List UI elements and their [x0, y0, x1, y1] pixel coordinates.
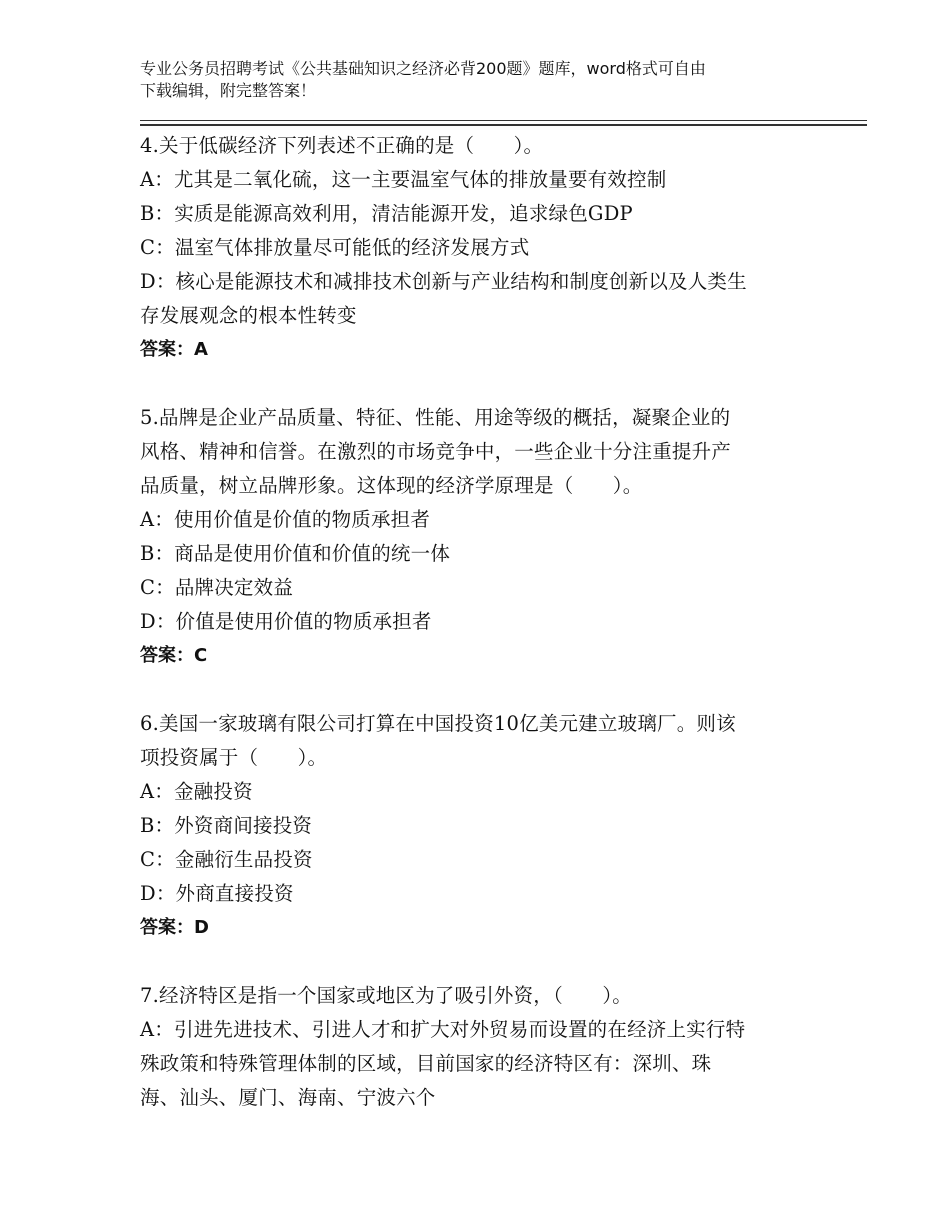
option-a-continued: 海、汕头、厦门、海南、宁波六个 — [140, 1086, 436, 1109]
option-c: C：温室气体排放量尽可能低的经济发展方式 — [140, 236, 530, 259]
answer-label: 答案：A — [140, 339, 208, 360]
option-a: A：尤其是二氧化硫，这一主要温室气体的排放量要有效控制 — [140, 168, 667, 191]
option-d-continued: 存发展观念的根本性转变 — [140, 304, 357, 327]
question-list — [140, 129, 820, 1115]
question-stem-continued: 风格、精神和信誉。在激烈的市场竞争中，一些企业十分注重提升产 — [140, 440, 732, 463]
question-stem: 4.关于低碳经济下列表述不正确的是（ ）。 — [140, 134, 544, 157]
question-7 — [140, 979, 820, 1115]
document-header — [140, 58, 820, 102]
header-line: 下载编辑，附完整答案！ — [140, 81, 317, 100]
question-6 — [140, 707, 820, 945]
question-stem-continued: 品质量，树立品牌形象。这体现的经济学原理是（ ）。 — [140, 474, 643, 497]
option-b: B：实质是能源高效利用，清洁能源开发，追求绿色GDP — [140, 202, 633, 225]
option-a: A：使用价值是价值的物质承担者 — [140, 508, 431, 531]
spacer — [140, 673, 820, 707]
option-d: D：价值是使用价值的物质承担者 — [140, 610, 432, 633]
question-stem: 6.美国一家玻璃有限公司打算在中国投资10亿美元建立玻璃厂。则该 — [140, 712, 736, 735]
question-stem: 5.品牌是企业产品质量、特征、性能、用途等级的概括，凝聚企业的 — [140, 406, 731, 429]
header-divider-thick — [140, 124, 867, 126]
spacer — [140, 367, 820, 401]
spacer — [140, 945, 820, 979]
option-c: C：品牌决定效益 — [140, 576, 294, 599]
option-b: B：外资商间接投资 — [140, 814, 313, 837]
question-4 — [140, 129, 820, 367]
option-d: D：核心是能源技术和减排技术创新与产业结构和制度创新以及人类生 — [140, 270, 747, 293]
option-a-continued: 殊政策和特殊管理体制的区域，目前国家的经济特区有：深圳、珠 — [140, 1052, 712, 1075]
answer-label: 答案：D — [140, 917, 209, 938]
option-b: B：商品是使用价值和价值的统一体 — [140, 542, 451, 565]
header-divider — [140, 120, 867, 121]
question-stem: 7.经济特区是指一个国家或地区为了吸引外资，（ ）。 — [140, 984, 633, 1007]
question-5 — [140, 401, 820, 673]
option-a: A：引进先进技术、引进人才和扩大对外贸易而设置的在经济上实行特 — [140, 1018, 746, 1041]
option-c: C：金融衍生品投资 — [140, 848, 313, 871]
answer-label: 答案：C — [140, 645, 208, 666]
option-a: A：金融投资 — [140, 780, 253, 803]
option-d: D：外商直接投资 — [140, 882, 294, 905]
question-stem-continued: 项投资属于（ ）。 — [140, 746, 328, 769]
header-line: 专业公务员招聘考试《公共基础知识之经济必背200题》题库，word格式可自由 — [140, 59, 706, 78]
